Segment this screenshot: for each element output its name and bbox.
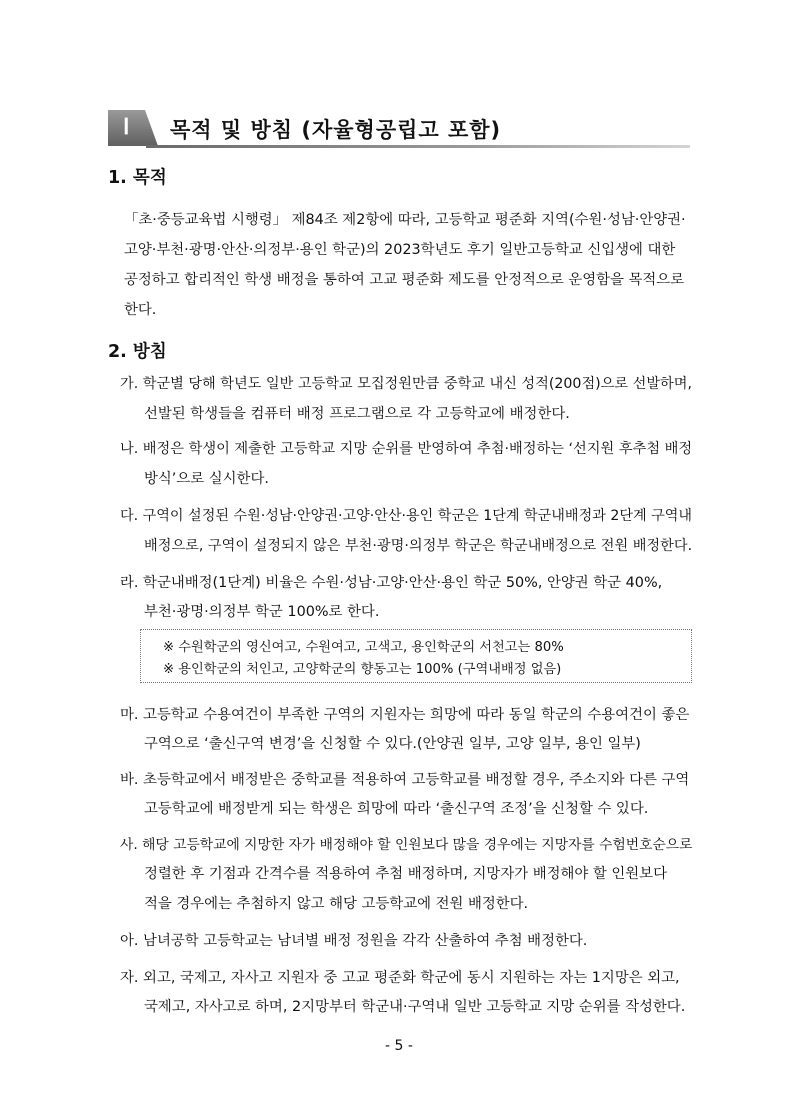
policy-item-continuation: 구역으로 ‘출신구역 변경’을 신청할 수 있다.(안양권 일부, 고양 일부, 용인 일부) [144,736,641,752]
chapter-number-box [108,110,158,146]
chapter-underline [146,145,690,148]
policy-item: 나. 배정은 학생이 제출한 고등학교 지망 순위를 반영하여 추첨·배정하는 ‘선지원 후추첨 배정 [120,441,693,457]
page-number: - 5 - [385,1038,413,1054]
policy-item: 마. 고등학교 수용여건이 부족한 구역의 지원자는 희망에 따라 동일 학군의 수용여건이 좋은 [120,707,690,723]
section-heading-purpose: 1. 목적 [108,168,167,188]
chapter-title: 목적 및 방침 (자율형공립고 포함) [170,118,502,142]
chapter-numeral: Ⅰ [123,114,130,139]
policy-item-continuation: 국제고, 자사고로 하며, 2지망부터 학군내·구역내 일반 고등학교 지망 순위를 작성한다. [144,999,686,1015]
purpose-line: 한다. [124,302,157,318]
purpose-line: 고양·부천·광명·안산·의정부·용인 학군)의 2023학년도 후기 일반고등학교 신입생에 대한 [124,242,676,258]
policy-item-continuation: 고등학교에 배정받게 되는 학생은 희망에 따라 ‘출신구역 조정’을 신청할 수 있다. [144,801,649,817]
purpose-line: 공정하고 합리적인 학생 배정을 통하여 고교 평준화 제도를 안정적으로 운영함을 목적으로 [124,272,685,288]
policy-item-continuation: 적을 경우에는 추첨하지 않고 해당 고등학교에 전원 배정한다. [144,896,529,912]
policy-item-continuation: 방식’으로 실시한다. [144,471,269,487]
policy-item-continuation: 정렬한 후 기점과 간격수를 적용하여 추첨 배정하며, 지망자가 배정해야 할 인원보다 [144,866,667,882]
policy-item: 아. 남녀공학 고등학교는 남녀별 배정 정원을 각각 산출하여 추첨 배정한다. [120,933,588,949]
section-heading-policy: 2. 방침 [108,342,167,362]
policy-item-continuation: 배정으로, 구역이 설정되지 않은 부천·광명·의정부 학군은 학군내배정으로 전원 배정한다. [144,538,693,554]
ratio-note: ※ 용인학군의 처인고, 고양학군의 향동고는 100% (구역내배정 없음) [163,662,562,677]
policy-item: 바. 초등학교에서 배정받은 중학교를 적용하여 고등학교를 배정할 경우, 주소지와 다른 구역 [120,772,690,788]
policy-item: 사. 해당 고등학교에 지망한 자가 배정해야 할 인원보다 많을 경우에는 지망자를 수험번호순으로 [120,837,693,853]
policy-item-continuation: 부천·광명·의정부 학군 100%로 한다. [144,604,380,620]
purpose-line: 「초·중등교육법 시행령」 제84조 제2항에 따라, 고등학교 평준화 지역(수원·성남·안양권· [124,212,686,228]
policy-item: 가. 학군별 당해 학년도 일반 고등학교 모집정원만큼 중학교 내신 성적(200점)으로 선발하며, [120,376,692,392]
policy-item: 라. 학군내배정(1단계) 비율은 수원·성남·고양·안산·용인 학군 50%, 안양권 학군 40%, [120,575,663,591]
policy-item: 자. 외고, 국제고, 자사고 지원자 중 고교 평준화 학군에 동시 지원하는 자는 1지망은 외고, [120,970,680,986]
policy-item: 다. 구역이 설정된 수원·성남·안양권·고양·안산·용인 학군은 1단계 학군내배정과 2단계 구역내 [120,508,693,524]
ratio-note: ※ 수원학군의 영신여고, 수원여고, 고색고, 용인학군의 서천고는 80% [163,640,564,655]
ratio-note-box [140,629,692,683]
chapter-banner [108,106,690,150]
policy-item-continuation: 선발된 학생들을 컴퓨터 배정 프로그램으로 각 고등학교에 배정한다. [144,406,570,422]
